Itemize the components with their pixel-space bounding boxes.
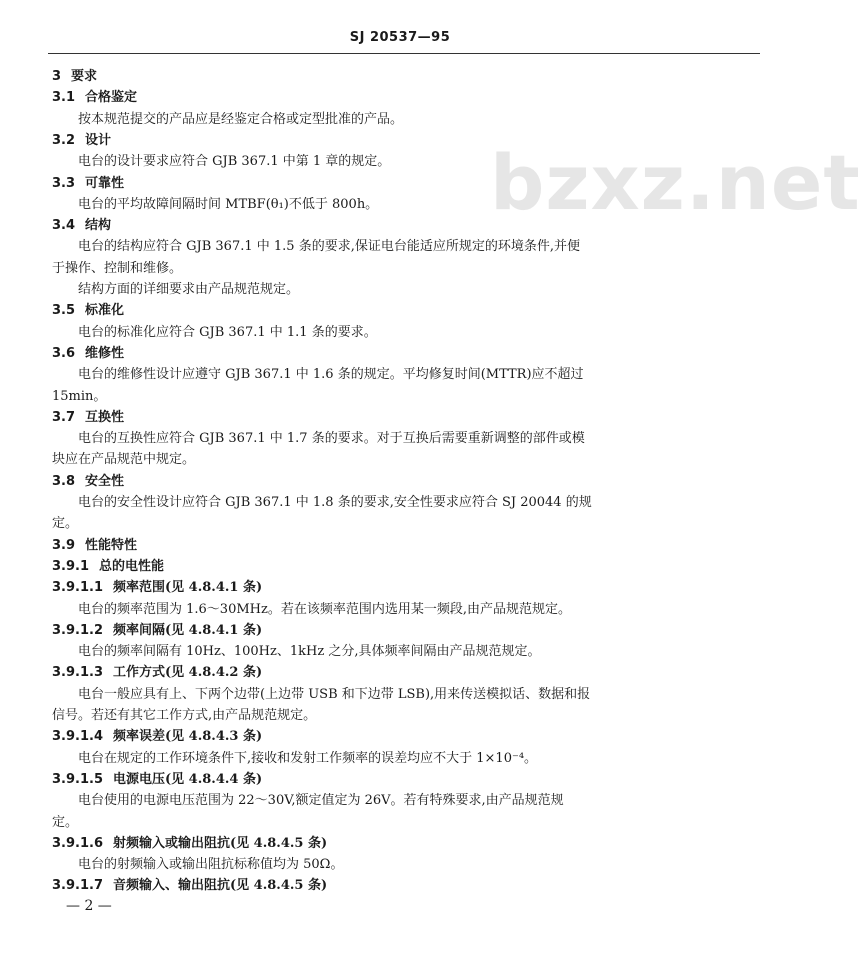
section-title: 音频输入、输出阻抗(见 4.8.4.5 条) xyxy=(113,878,328,893)
paragraph-line: 电台在规定的工作环境条件下,接收和发射工作频率的误差均应不大于 1×10⁻⁴。 xyxy=(78,751,538,766)
section-title: 电源电压(见 4.8.4.4 条) xyxy=(113,772,263,787)
section-title: 结构 xyxy=(85,218,112,233)
section-title: 互换性 xyxy=(85,410,125,425)
section-heading xyxy=(52,346,124,362)
section-number: 3 xyxy=(52,69,62,84)
paragraph-line: 电台的频率范围为 1.6～30MHz。若在该频率范围内选用某一频段,由产品规范规定。 xyxy=(78,602,571,617)
paragraph-line: 结构方面的详细要求由产品规范规定。 xyxy=(78,282,300,297)
section-heading xyxy=(52,772,262,788)
section-number: 3.7 xyxy=(52,410,76,425)
section-number: 3.2 xyxy=(52,133,76,148)
section-number: 3.8 xyxy=(52,474,76,489)
paragraph-continuation: 定。 xyxy=(52,815,79,830)
section-heading xyxy=(52,133,111,149)
paragraph-line: 电台的维修性设计应遵守 GJB 367.1 中 1.6 条的规定。平均修复时间(MTTR)应不超过 xyxy=(78,367,584,382)
section-heading xyxy=(52,176,124,192)
paragraph-line: 电台的安全性设计应符合 GJB 367.1 中 1.8 条的要求,安全性要求应符合 SJ 20044 的规 xyxy=(78,495,592,510)
paragraph-line: 电台的射频输入或输出阻抗标称值均为 50Ω。 xyxy=(78,857,344,872)
section-title: 标准化 xyxy=(85,303,125,318)
section-title: 频率范围(见 4.8.4.1 条) xyxy=(113,580,263,595)
section-number: 3.9.1.7 xyxy=(52,878,103,893)
section-title: 要求 xyxy=(71,69,98,84)
section-number: 3.9.1.6 xyxy=(52,836,103,851)
paragraph-continuation: 块应在产品规范中规定。 xyxy=(52,452,196,467)
section-heading xyxy=(52,474,124,490)
section-title: 频率间隔(见 4.8.4.1 条) xyxy=(113,623,263,638)
section-number: 3.4 xyxy=(52,218,76,233)
section-title: 维修性 xyxy=(85,346,125,361)
section-heading xyxy=(52,559,164,575)
section-heading xyxy=(52,303,124,319)
paragraph-line: 电台的频率间隔有 10Hz、100Hz、1kHz 之分,具体频率间隔由产品规范规定。 xyxy=(78,644,541,659)
section-number: 3.9.1 xyxy=(52,559,90,574)
section-heading xyxy=(52,729,262,745)
paragraph-continuation: 定。 xyxy=(52,516,79,531)
section-title: 工作方式(见 4.8.4.2 条) xyxy=(113,665,263,680)
paragraph-line: 电台的互换性应符合 GJB 367.1 中 1.7 条的要求。对于互换后需要重新调整的部件或模 xyxy=(78,431,585,446)
section-title: 性能特性 xyxy=(85,538,138,553)
paragraph-line: 电台的设计要求应符合 GJB 367.1 中第 1 章的规定。 xyxy=(78,154,391,169)
section-heading xyxy=(52,410,124,426)
section-heading xyxy=(52,878,327,894)
section-number: 3.5 xyxy=(52,303,76,318)
section-heading xyxy=(52,580,262,596)
page-header: SJ 20537—95 xyxy=(349,30,451,45)
section-heading xyxy=(52,218,111,234)
section-title: 频率误差(见 4.8.4.3 条) xyxy=(113,729,263,744)
section-title: 设计 xyxy=(85,133,112,148)
section-number: 3.9.1.3 xyxy=(52,665,103,680)
section-number: 3.9.1.1 xyxy=(52,580,103,595)
section-number: 3.3 xyxy=(52,176,76,191)
section-heading xyxy=(52,836,327,852)
paragraph-continuation: 于操作、控制和维修。 xyxy=(52,261,183,276)
paragraph-line: 电台的结构应符合 GJB 367.1 中 1.5 条的要求,保证电台能适应所规定的环境条件,并便 xyxy=(78,239,580,254)
section-title: 可靠性 xyxy=(85,176,125,191)
section-title: 安全性 xyxy=(85,474,125,489)
paragraph-continuation: 信号。若还有其它工作方式,由产品规范规定。 xyxy=(52,708,317,723)
watermark: bzxz.net xyxy=(490,138,861,227)
paragraph-line: 电台使用的电源电压范围为 22～30V,额定值定为 26V。若有特殊要求,由产品规范规 xyxy=(78,793,564,808)
paragraph-line: 电台一般应具有上、下两个边带(上边带 USB 和下边带 LSB),用来传送模拟话、数据和报 xyxy=(78,687,591,702)
section-number: 3.6 xyxy=(52,346,76,361)
paragraph-continuation: 15min。 xyxy=(52,389,107,404)
section-heading xyxy=(52,538,137,554)
page-number: — 2 — xyxy=(66,898,112,914)
section-heading xyxy=(52,69,97,85)
section-title: 总的电性能 xyxy=(99,559,165,574)
section-title: 射频输入或输出阻抗(见 4.8.4.5 条) xyxy=(113,836,328,851)
paragraph-line: 电台的标准化应符合 GJB 367.1 中 1.1 条的要求。 xyxy=(78,325,377,340)
section-title: 合格鉴定 xyxy=(85,90,138,105)
section-number: 3.1 xyxy=(52,90,76,105)
section-number: 3.9 xyxy=(52,538,76,553)
section-heading xyxy=(52,90,137,106)
paragraph-line: 电台的平均故障间隔时间 MTBF(θ₁)不低于 800h。 xyxy=(78,197,379,212)
section-heading xyxy=(52,623,262,639)
section-heading xyxy=(52,665,262,681)
section-number: 3.9.1.4 xyxy=(52,729,103,744)
section-number: 3.9.1.2 xyxy=(52,623,103,638)
section-number: 3.9.1.5 xyxy=(52,772,103,787)
header-rule xyxy=(48,53,760,54)
paragraph-line: 按本规范提交的产品应是经鉴定合格或定型批准的产品。 xyxy=(78,112,404,127)
